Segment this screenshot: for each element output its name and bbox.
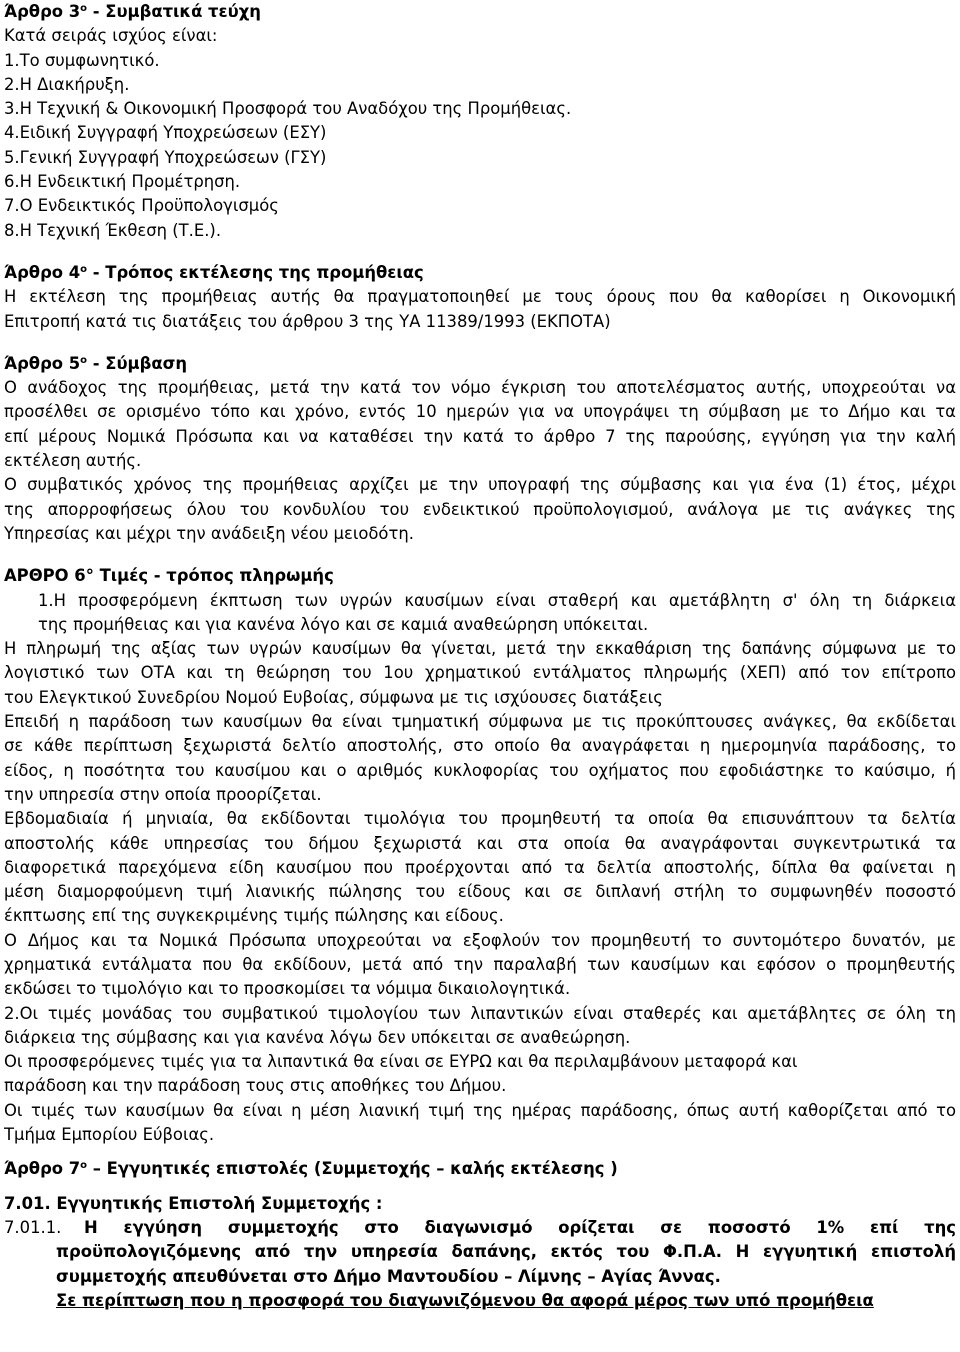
article-7-ordinal: ο (80, 1160, 88, 1172)
article-3-line: Κατά σειράς ισχύος είναι: (4, 26, 218, 46)
article-5-title: Άρθρο 5 (4, 353, 81, 373)
article-6-line: την υπηρεσία στην οποία προορίζεται. (4, 784, 322, 804)
article-5-line: εκτέλεση αυτής. (4, 451, 142, 471)
article-5-line: Ο συμβατικός χρόνος της προμήθειας αρχίζει με την υπογραφή της σύμβασης και για ένα (1) έτος, μέχρι (4, 475, 956, 495)
article-6-line: Η πληρωμή της αξίας των υγρών καυσίμων θα γίνεται, μετά την εκκαθάριση της δαπάνης σύμφωνα με το (4, 639, 956, 659)
article-7-01-1-body (84, 1216, 956, 1240)
article-6-item-1-line: 1.Η προσφερόμενη έκπτωση των υγρών καυσίμων είναι σταθερή και αμετάβλητη σ' όλη τη διάρκεια (38, 590, 956, 610)
article-7-01-1-line: Η εγγύηση συμμετοχής στο διαγωνισμό ορίζεται σε ποσοστό 1% επί της (84, 1217, 956, 1237)
article-5-line: Υπηρεσίας και μέχρι την ανάδειξη νέου μειοδότη. (4, 523, 414, 543)
article-5-ordinal: ο (80, 354, 88, 366)
article-5-line: της απορροφήσεως όλου του κονδυλίου του ενδεικτικού προϋπολογισμού, ανάλογα με τις ανάγκες της (4, 499, 956, 519)
article-7-01-1-continuation (4, 1240, 956, 1313)
article-5-title-rest: - Σύμβαση (87, 353, 188, 373)
article-3-line: 2.Η Διακήρυξη. (4, 74, 130, 94)
article-6-line: εκδώσει το τιμολόγιο και το προσκομίσει τα νόμιμα δικαιολογητικά. (4, 979, 571, 999)
article-7-title-rest: – Εγγυητικές επιστολές (Συμμετοχής – καλής εκτέλεσης ) (87, 1159, 618, 1179)
article-6-line: μέση διαμορφούμενη τιμή λιανικής πώλησης του είδους και σε διπλανή στήλη το συμφωνηθέν ποσοστό (4, 882, 956, 902)
article-7-01-1-line: συμμετοχής απευθύνεται στο Δήμο Μαντουδίου – Λίμνης – Αγίας Άννας. (56, 1266, 721, 1286)
document-page (4, 0, 956, 1313)
article-7-01-1-underlined-line: Σε περίπτωση που η προσφορά του διαγωνιζόμενου θα αφορά μέρος των υπό προμήθεια (56, 1290, 874, 1310)
article-6-line: έκπτωσης επί της συγκεκριμένης τιμής πώλησης και είδους. (4, 906, 504, 926)
article-6-line: Επειδή η παράδοση των καυσίμων θα είναι τμηματική σύμφωνα με τις προκύπτουσες ανάγκες, θα εκδίδεται (4, 712, 956, 732)
article-6-line: 2.Οι τιμές μονάδας του συμβατικού τιμολογίου των λιπαντικών είναι σταθερές και αμετάβλητες σε όλη τη (4, 1003, 956, 1023)
article-4-ordinal: ο (80, 263, 88, 275)
article-3-line: 8.Η Τεχνική Έκθεση (Τ.Ε.). (4, 220, 222, 240)
article-6-line: Οι τιμές των καυσίμων θα είναι η μέση λιανική τιμή της ημέρας παράδοσης, όπως αυτή καθορίζεται από το (4, 1100, 956, 1120)
article-7-heading (4, 1157, 956, 1181)
article-6-line: αποστολής κάθε υπηρεσίας του δήμου ξεχωριστά και στα οποία θα αναγράφονται συγκεντρωτικά τα (4, 833, 956, 853)
article-3-ordinal: ο (80, 3, 88, 14)
article-3-line: 1.Το συμφωνητικό. (4, 50, 160, 70)
article-6-line: Εβδομαδιαία ή μηνιαία, θα εκδίδονται τιμολόγια του προμηθευτή τα οποία θα επισυνάπτουν τα δελτία (4, 809, 956, 829)
article-4-heading (4, 261, 956, 285)
article-4-line: Επιτροπή κατά τις διατάξεις του άρθρου 3 της ΥΑ 11389/1993 (ΕΚΠΟΤΑ) (4, 311, 611, 331)
article-6-line: Οι προσφερόμενες τιμές για τα λιπαντικά θα είναι σε ΕΥΡΩ και θα περιλαμβάνουν μεταφορά και (4, 1052, 798, 1072)
article-3-line: 7.Ο Ενδεικτικός Προϋπολογισμός (4, 196, 279, 216)
article-7-01-1-line: προϋπολογιζόμενης από την υπηρεσία δαπάνης, εκτός του Φ.Π.Α. Η εγγυητική επιστολή (56, 1242, 956, 1262)
article-4-line: Η εκτέλεση της προμήθειας αυτής θα πραγματοποιηθεί με τους όρους που θα καθορίσει η Οικονομική (4, 287, 956, 307)
article-3-heading (4, 0, 956, 24)
article-4-title: Άρθρο 4 (4, 262, 81, 282)
article-3-line: 5.Γενική Συγγραφή Υποχρεώσεων (ΓΣΥ) (4, 147, 327, 167)
article-7-01-heading: 7.01. Εγγυητικής Επιστολή Συμμετοχής : (4, 1193, 383, 1213)
article-3-line: 3.Η Τεχνική & Οικονομική Προσφορά του Αναδόχου της Προμήθειας. (4, 99, 572, 119)
article-3-line: 4.Ειδική Συγγραφή Υποχρεώσεων (ΕΣΥ) (4, 123, 327, 143)
article-3-line: 6.Η Ενδεικτική Προμέτρηση. (4, 172, 241, 192)
article-6-line: λογιστικό των ΟΤΑ και τη θεώρηση του 1ου χρηματικού εντάλματος πληρωμής (ΧΕΠ) από τον επίτροπο (4, 663, 956, 683)
article-5-line: προσέλθει σε ορισμένο τόπο και χρόνο, εντός 10 ημερών για να υπογράψει τη σύμβαση με το Δήμο και τα (4, 402, 956, 422)
article-5-line: επί μέρους Νομικά Πρόσωπα και να καταθέσει την κατά το άρθρο 7 της παρούσης, εγγύηση για την καλή (4, 426, 956, 446)
article-6-line: σε κάθε περίπτωση ξεχωριστά δελτίο αποστολής, στο οποίο θα αναγράφεται η ημερομηνία παράδοσης, το (4, 736, 956, 756)
article-5-line: Ο ανάδοχος της προμήθειας, μετά την κατά τον νόμο έγκριση του αποτελέσματος αυτής, υποχρεούται να (4, 378, 956, 398)
article-3-title-rest: - Συμβατικά τεύχη (87, 2, 261, 21)
article-6-line: Τμήμα Εμπορίου Εύβοιας. (4, 1125, 215, 1145)
article-6-item-1-line: της προμήθειας και για κανένα λόγο και σε καμιά αναθεώρηση υπόκειται. (38, 614, 649, 634)
article-7-title: Άρθρο 7 (4, 1159, 81, 1179)
article-6-line: παράδοση και την παράδοση τους στις αποθήκες του Δήμου. (4, 1076, 507, 1096)
article-7-01-1-number: 7.01.1. (4, 1217, 62, 1237)
article-6-heading: ΑΡΘΡΟ 6° Τιμές - τρόπος πληρωμής (4, 566, 334, 586)
article-3-title: Άρθρο 3 (4, 2, 81, 21)
article-6-line: είδος, η ποσότητα του καυσίμου και ο αριθμός κυκλοφορίας του οχήματος που εφοδιάστηκε το καύσιμο, ή (4, 760, 956, 780)
article-4-title-rest: - Τρόπος εκτέλεσης της προμήθειας (87, 262, 424, 282)
article-6-line: του Ελεγκτικού Συνεδρίου Νομού Ευβοίας, σύμφωνα με τις ισχύουσες διατάξεις (4, 687, 663, 707)
article-7-01-1-item (4, 1216, 956, 1240)
article-6-line: χρηματικά εντάλματα που θα εκδίδουν, μετά από την παραλαβή των καυσίμων και εφόσον ο προμηθευτής (4, 954, 956, 974)
article-5-heading (4, 352, 956, 376)
article-6-line: Ο Δήμος και τα Νομικά Πρόσωπα υποχρεούται να εξοφλούν τον προμηθευτή το συντομότερο δυνατόν, με (4, 930, 956, 950)
article-6-line: διάρκεια της σύμβασης και για κανένα λόγω δεν υπόκειται σε αναθεώρηση. (4, 1027, 631, 1047)
article-6-line: διαφορετικά παρεχόμενα είδη καυσίμου που προέρχονται από τα δελτία αποστολής, δίπλα θα φαίνεται η (4, 857, 956, 877)
